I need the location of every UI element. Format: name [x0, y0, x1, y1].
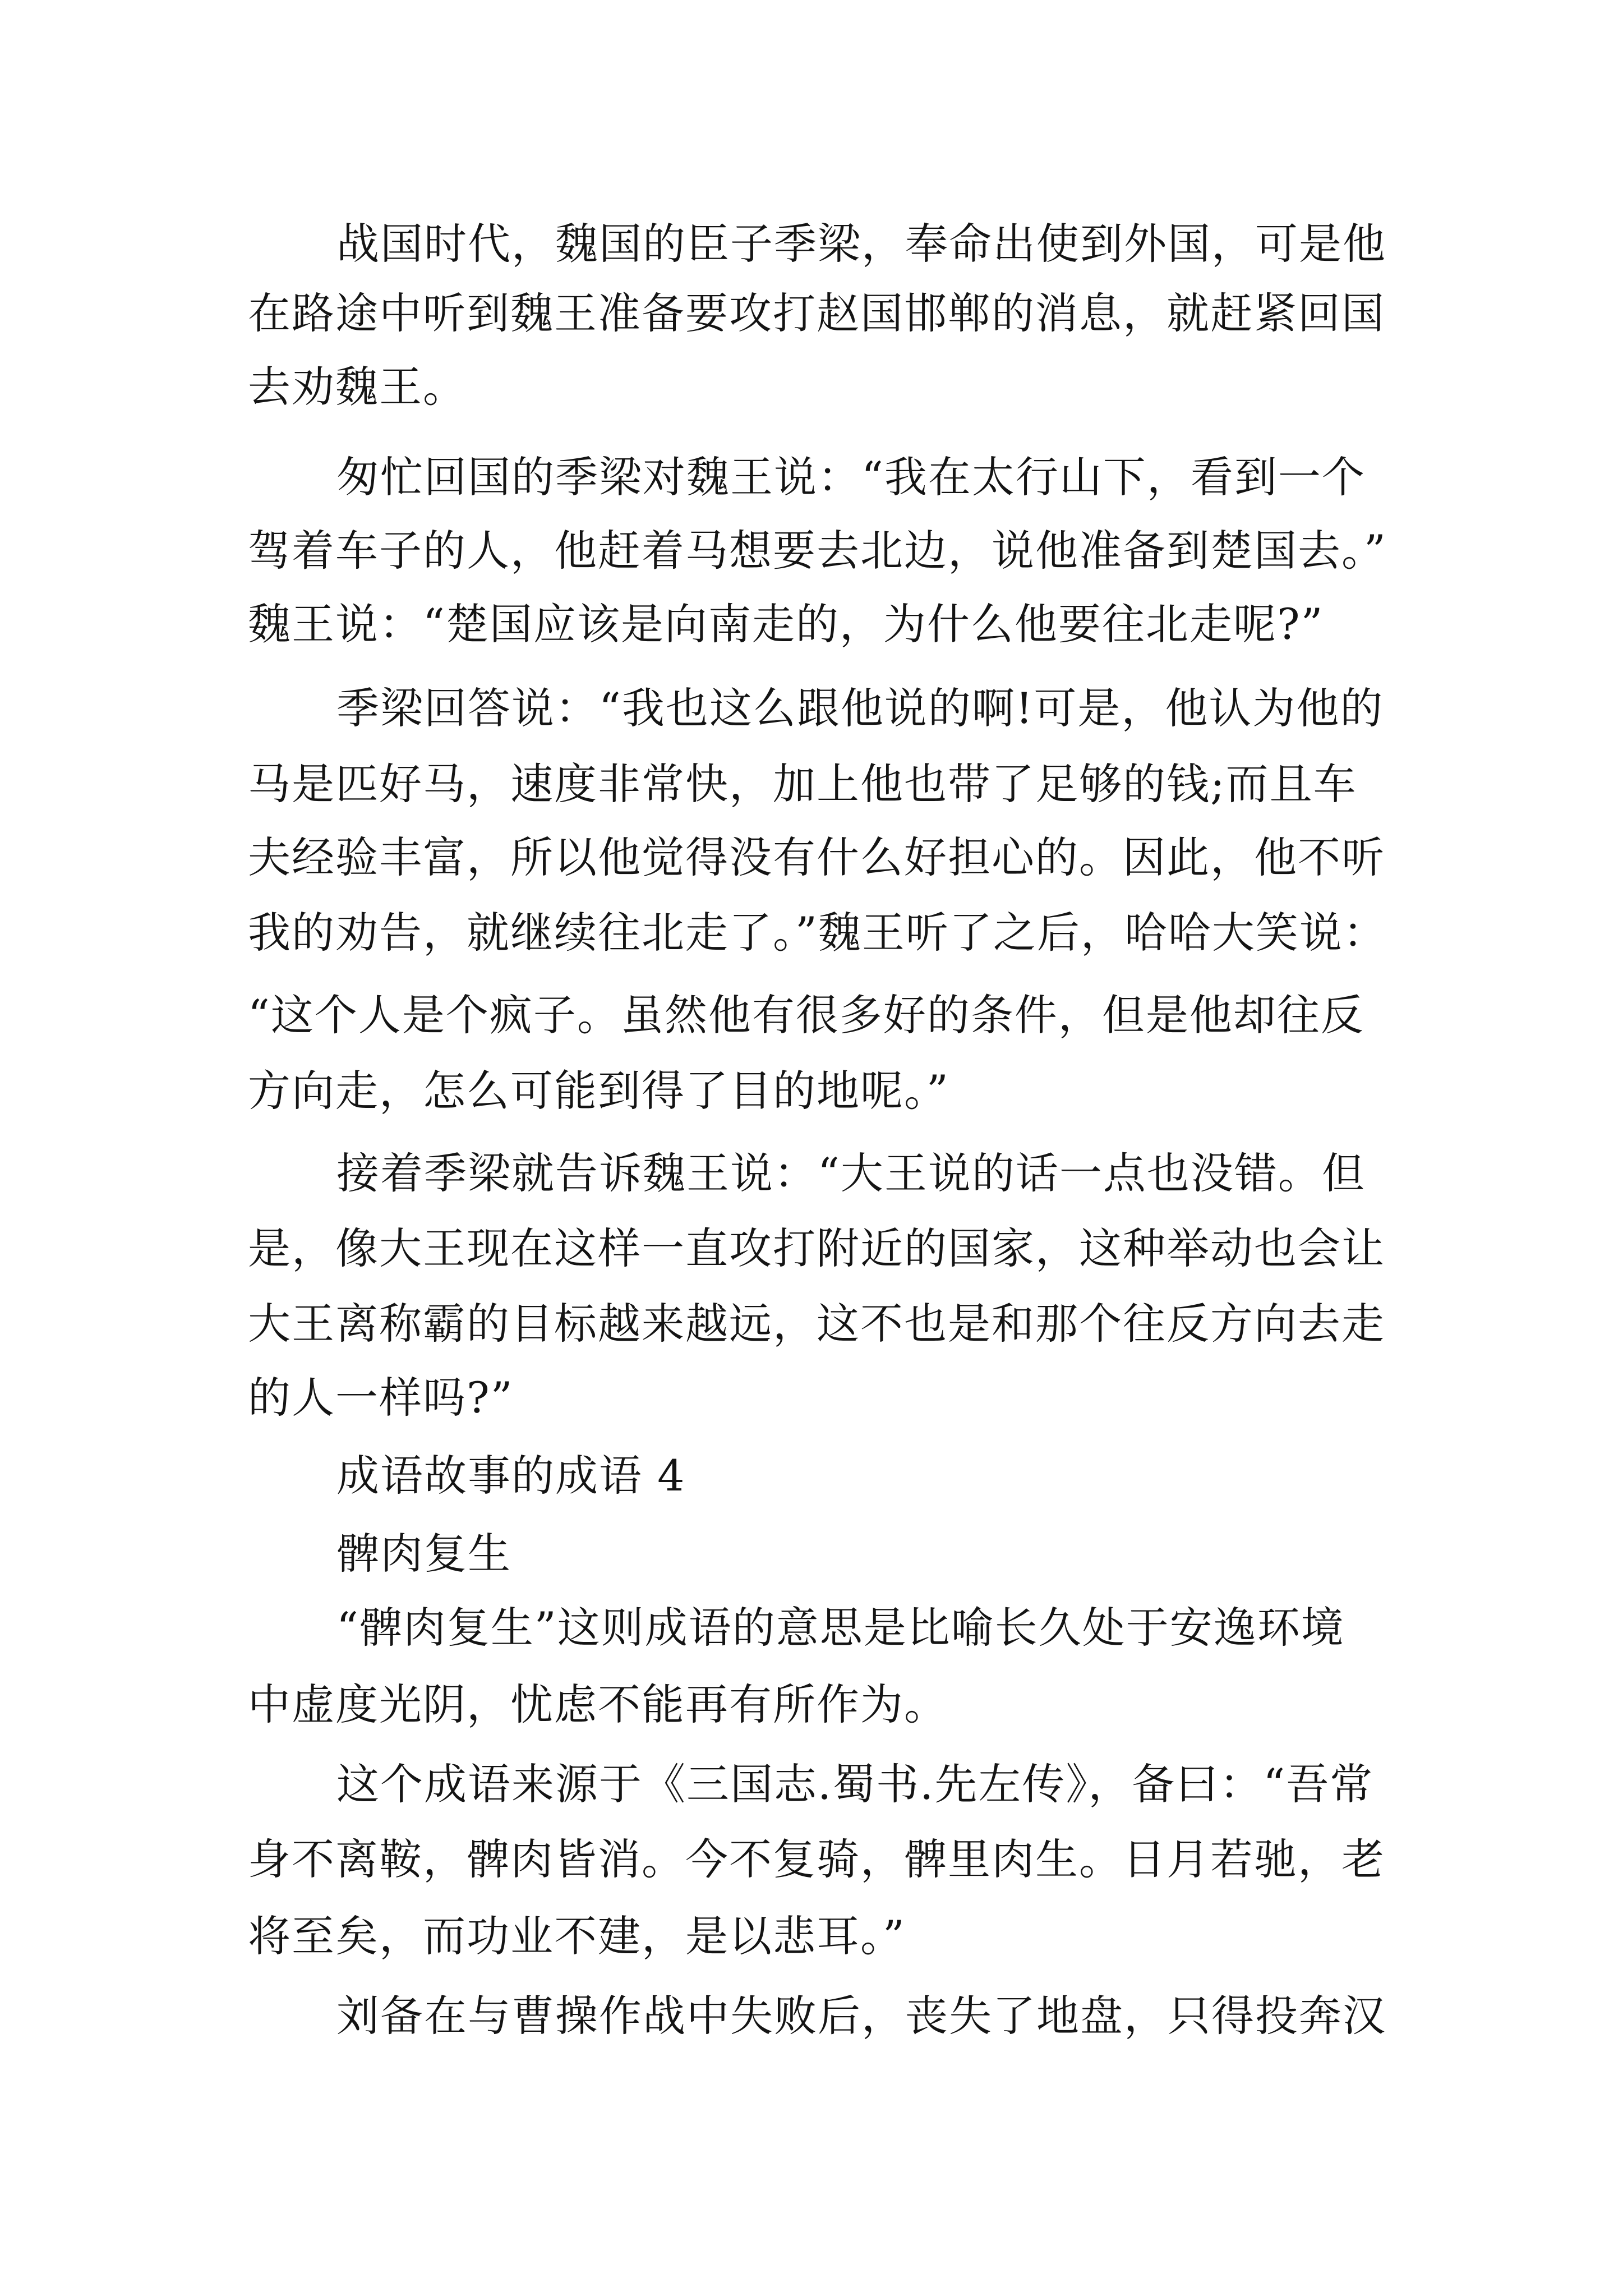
paragraph-line: 是，像大王现在这样一直攻打附近的国家，这种举动也会让	[248, 1223, 1385, 1273]
paragraph-line: 将至矣，而功业不建，是以悲耳。”	[248, 1911, 906, 1961]
paragraph-line: 马是匹好马，速度非常快，加上他也带了足够的钱;而且车	[248, 759, 1357, 809]
paragraph-line: 我的劝告，就继续往北走了。”魏王听了之后，哈哈大笑说：	[248, 908, 1387, 958]
paragraph-line: 驾着车子的人，他赶着马想要去北边，说他准备到楚国去。”	[248, 526, 1387, 576]
paragraph-line: 的人一样吗?”	[248, 1373, 514, 1423]
paragraph-line: 这个成语来源于《三国志.蜀书.先左传》，备曰：“吾常	[336, 1759, 1374, 1809]
paragraph-line: 身不离鞍，髀肉皆消。今不复骑，髀里肉生。日月若驰，老	[248, 1834, 1385, 1884]
paragraph-line: 季梁回答说：“我也这么跟他说的啊!可是，他认为他的	[336, 683, 1384, 733]
paragraph-line: 在路途中听到魏王准备要攻打赵国邯郸的消息，就赶紧回国	[248, 288, 1385, 338]
section-heading: 成语故事的成语 4	[336, 1451, 686, 1501]
paragraph-line: 刘备在与曹操作战中失败后，丧失了地盘，只得投奔汉	[336, 1991, 1386, 2041]
paragraph-line: “髀肉复生”这则成语的意思是比喻长久处于安逸环境	[336, 1603, 1345, 1653]
paragraph-line: 大王离称霸的目标越来越远，这不也是和那个往反方向去走	[248, 1299, 1385, 1349]
paragraph-line: 魏王说：“楚国应该是向南走的，为什么他要往北走呢?”	[248, 599, 1324, 649]
paragraph-line: 中虚度光阴，忧虑不能再有所作为。	[248, 1680, 948, 1729]
paragraph-line: 方向走，怎么可能到得了目的地呢。”	[248, 1066, 949, 1116]
paragraph-line: “这个人是个疯子。虽然他有很多好的条件，但是他却往反	[248, 990, 1364, 1040]
paragraph-line: 接着季梁就告诉魏王说：“大王说的话一点也没错。但	[336, 1148, 1366, 1198]
paragraph-line: 去劝魏王。	[248, 362, 467, 412]
paragraph-line: 战国时代，魏国的臣子季梁，奉命出使到外国，可是他	[336, 219, 1386, 269]
idiom-title: 髀肉复生	[336, 1529, 511, 1579]
paragraph-line: 夫经验丰富，所以他觉得没有什么好担心的。因此，他不听	[248, 832, 1385, 882]
paragraph-line: 匆忙回国的季梁对魏王说：“我在太行山下，看到一个	[336, 452, 1366, 502]
